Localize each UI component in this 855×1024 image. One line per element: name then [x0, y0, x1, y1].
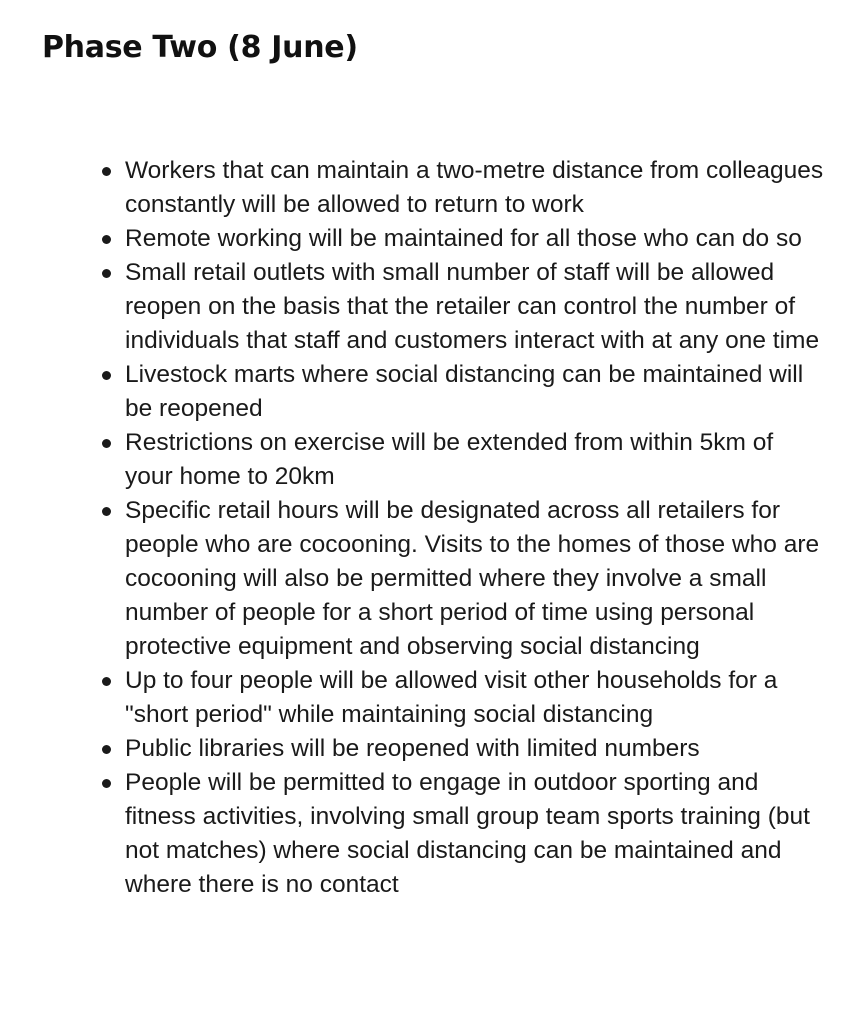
bullet-icon: [102, 167, 111, 176]
list-item-text: Remote working will be maintained for all those who can do so: [125, 225, 802, 252]
list-item-text: Workers that can maintain a two-metre distance from colleagues constantly will be allowed to return to work: [125, 157, 824, 218]
bullet-icon: [102, 779, 111, 788]
list-item: [0, 222, 855, 256]
list-item-text: Public libraries will be reopened with limited numbers: [125, 735, 700, 762]
list-item-text: Up to four people will be allowed visit other households for a "short period" while maintaining social distancing: [125, 667, 778, 728]
page-title: Phase Two (8 June): [42, 30, 358, 65]
bullet-icon: [102, 235, 111, 244]
bullet-icon: [102, 507, 111, 516]
list-item-text: Small retail outlets with small number of staff will be allowed reopen on the basis that the retailer can control the number of individuals that staff and customers interact with at any one time: [125, 259, 820, 354]
bullet-icon: [102, 439, 111, 448]
list-item-text: Specific retail hours will be designated across all retailers for people who are cocooning. Visits to the homes of those who are cocooning will also be permitted where they involve a small number of people for a short period of time using personal protective equipment and observing social distancing: [125, 497, 820, 660]
list-item: [0, 664, 855, 732]
list-item: [0, 426, 855, 494]
list-item: [0, 494, 855, 664]
list-item: [0, 154, 855, 222]
bullet-icon: [102, 677, 111, 686]
list-item: [0, 256, 855, 358]
list-item: [0, 732, 855, 766]
bullet-icon: [102, 745, 111, 754]
list-item-text: Livestock marts where social distancing can be maintained will be reopened: [125, 361, 804, 422]
list-item: [0, 358, 855, 426]
list-item: [0, 766, 855, 902]
bullet-icon: [102, 269, 111, 278]
phase-two-list: [0, 154, 855, 902]
bullet-icon: [102, 371, 111, 380]
list-item-text: People will be permitted to engage in outdoor sporting and fitness activities, involving small group team sports training (but not matches) where social distancing can be maintained and where there is no contact: [125, 769, 810, 898]
list-item-text: Restrictions on exercise will be extended from within 5km of your home to 20km: [125, 429, 774, 490]
